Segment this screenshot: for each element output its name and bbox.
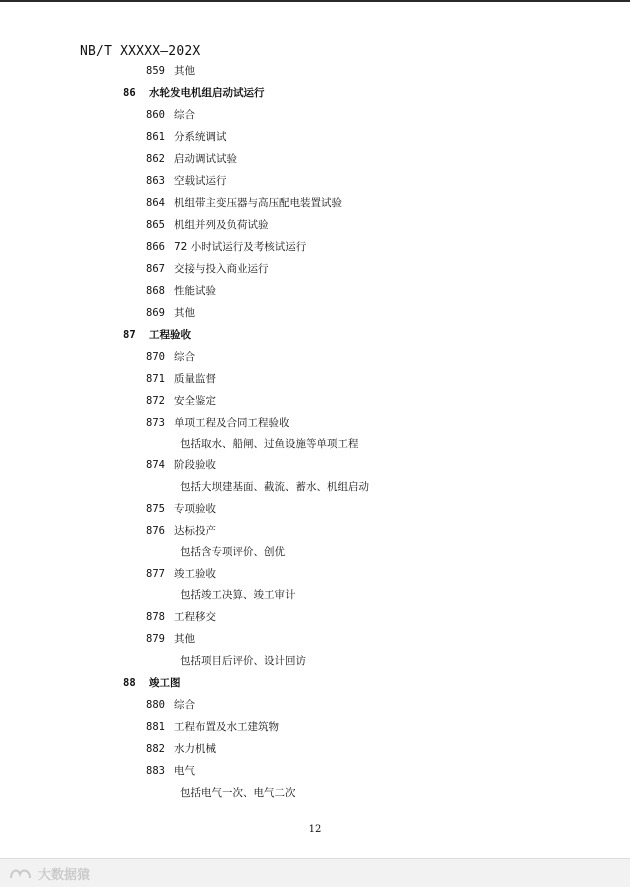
entry-code: 861 <box>146 131 165 143</box>
entry-label: 阶段验收 <box>174 459 216 471</box>
entry-label: 包括项目后评价、设计回访 <box>180 655 306 667</box>
entry-note <box>180 480 369 494</box>
entry-item <box>146 108 195 122</box>
entry-code: 862 <box>146 153 165 165</box>
entry-label: 包括含专项评价、创优 <box>180 546 285 558</box>
entry-item <box>146 416 290 430</box>
entry-item <box>146 394 216 408</box>
section-heading <box>123 86 265 100</box>
entry-label: 竣工图 <box>149 677 181 689</box>
entry-label: 工程移交 <box>174 611 216 623</box>
entry-code: 868 <box>146 285 165 297</box>
entry-code: 878 <box>146 611 165 623</box>
entry-code: 877 <box>146 568 165 580</box>
entry-label: 其他 <box>174 307 195 319</box>
entry-label: 包括电气一次、电气二次 <box>180 787 296 799</box>
entry-label: 启动调试试验 <box>174 153 237 165</box>
entry-label: 综合 <box>174 699 195 711</box>
entry-label: 其他 <box>174 65 195 77</box>
entry-label: 达标投产 <box>174 525 216 537</box>
entry-code: 882 <box>146 743 165 755</box>
entry-code: 879 <box>146 633 165 645</box>
document-header-code: NB/T XXXXX—202X <box>80 44 201 59</box>
entry-item <box>146 698 195 712</box>
section-heading <box>123 328 191 342</box>
entry-item <box>146 218 269 232</box>
entry-label: 水力机械 <box>174 743 216 755</box>
entry-label: 交接与投入商业运行 <box>174 263 269 275</box>
entry-code: 866 <box>146 241 165 253</box>
watermark <box>8 864 90 883</box>
section-heading <box>123 676 181 690</box>
entry-item <box>146 764 195 778</box>
entry-note <box>180 437 359 451</box>
watermark-logo-icon <box>8 866 34 882</box>
entry-label: 包括大坝建基面、截流、蓄水、机组启动 <box>180 481 369 493</box>
entry-label: 安全鉴定 <box>174 395 216 407</box>
entry-code: 867 <box>146 263 165 275</box>
entry-label: 包括取水、船闸、过鱼设施等单项工程 <box>180 438 359 450</box>
entry-note <box>180 654 306 668</box>
entry-note <box>180 786 296 800</box>
entry-code: 870 <box>146 351 165 363</box>
entry-note <box>180 545 285 559</box>
page-number: 12 <box>308 824 322 835</box>
entry-code: 873 <box>146 417 165 429</box>
entry-item <box>146 152 237 166</box>
entry-label: 性能试验 <box>174 285 216 297</box>
entry-item <box>146 458 216 472</box>
entry-code: 876 <box>146 525 165 537</box>
entry-code: 863 <box>146 175 165 187</box>
entry-code: 875 <box>146 503 165 515</box>
entry-code: 86 <box>123 87 136 99</box>
entry-code: 883 <box>146 765 165 777</box>
entry-code: 869 <box>146 307 165 319</box>
entry-code: 88 <box>123 677 136 689</box>
entry-code: 872 <box>146 395 165 407</box>
entry-label: 机组并列及负荷试验 <box>174 219 269 231</box>
entry-code: 87 <box>123 329 136 341</box>
entry-label: 工程布置及水工建筑物 <box>174 721 279 733</box>
entry-label: 工程验收 <box>149 329 191 341</box>
entry-item <box>146 610 216 624</box>
entry-code: 881 <box>146 721 165 733</box>
entry-item <box>146 174 227 188</box>
entry-item <box>146 196 342 210</box>
entry-label: 水轮发电机组启动试运行 <box>149 87 265 99</box>
entry-code: 864 <box>146 197 165 209</box>
entry-item <box>146 130 227 144</box>
entry-item <box>146 502 216 516</box>
entry-code: 880 <box>146 699 165 711</box>
entry-item <box>146 240 306 254</box>
entry-code: 859 <box>146 65 165 77</box>
entry-label: 专项验收 <box>174 503 216 515</box>
entry-item <box>146 742 216 756</box>
entry-label: 电气 <box>174 765 195 777</box>
entry-item <box>146 720 279 734</box>
entry-label: 单项工程及合同工程验收 <box>174 417 290 429</box>
entry-label: 空载试运行 <box>174 175 227 187</box>
entry-note <box>180 588 296 602</box>
entry-label: 竣工验收 <box>174 568 216 580</box>
entry-item <box>146 306 195 320</box>
entry-code: 865 <box>146 219 165 231</box>
viewer-bottom-bar <box>0 858 630 887</box>
entry-item <box>146 64 195 78</box>
entry-item <box>146 632 195 646</box>
entry-item <box>146 262 269 276</box>
entry-code: 874 <box>146 459 165 471</box>
entry-label: 综合 <box>174 351 195 363</box>
entry-code: 860 <box>146 109 165 121</box>
entry-label: 72 小时试运行及考核试运行 <box>174 241 307 253</box>
entry-label: 分系统调试 <box>174 131 227 143</box>
entry-label: 其他 <box>174 633 195 645</box>
entry-item <box>146 350 195 364</box>
entry-item <box>146 372 216 386</box>
entry-item <box>146 567 216 581</box>
top-border <box>0 0 630 2</box>
entry-code: 871 <box>146 373 165 385</box>
entry-label: 综合 <box>174 109 195 121</box>
entry-item <box>146 284 216 298</box>
entry-label: 机组带主变压器与高压配电装置试验 <box>174 197 342 209</box>
watermark-text: 大数据猿 <box>38 868 91 883</box>
entry-item <box>146 524 216 538</box>
entry-label: 包括竣工决算、竣工审计 <box>180 589 296 601</box>
entry-label: 质量监督 <box>174 373 216 385</box>
